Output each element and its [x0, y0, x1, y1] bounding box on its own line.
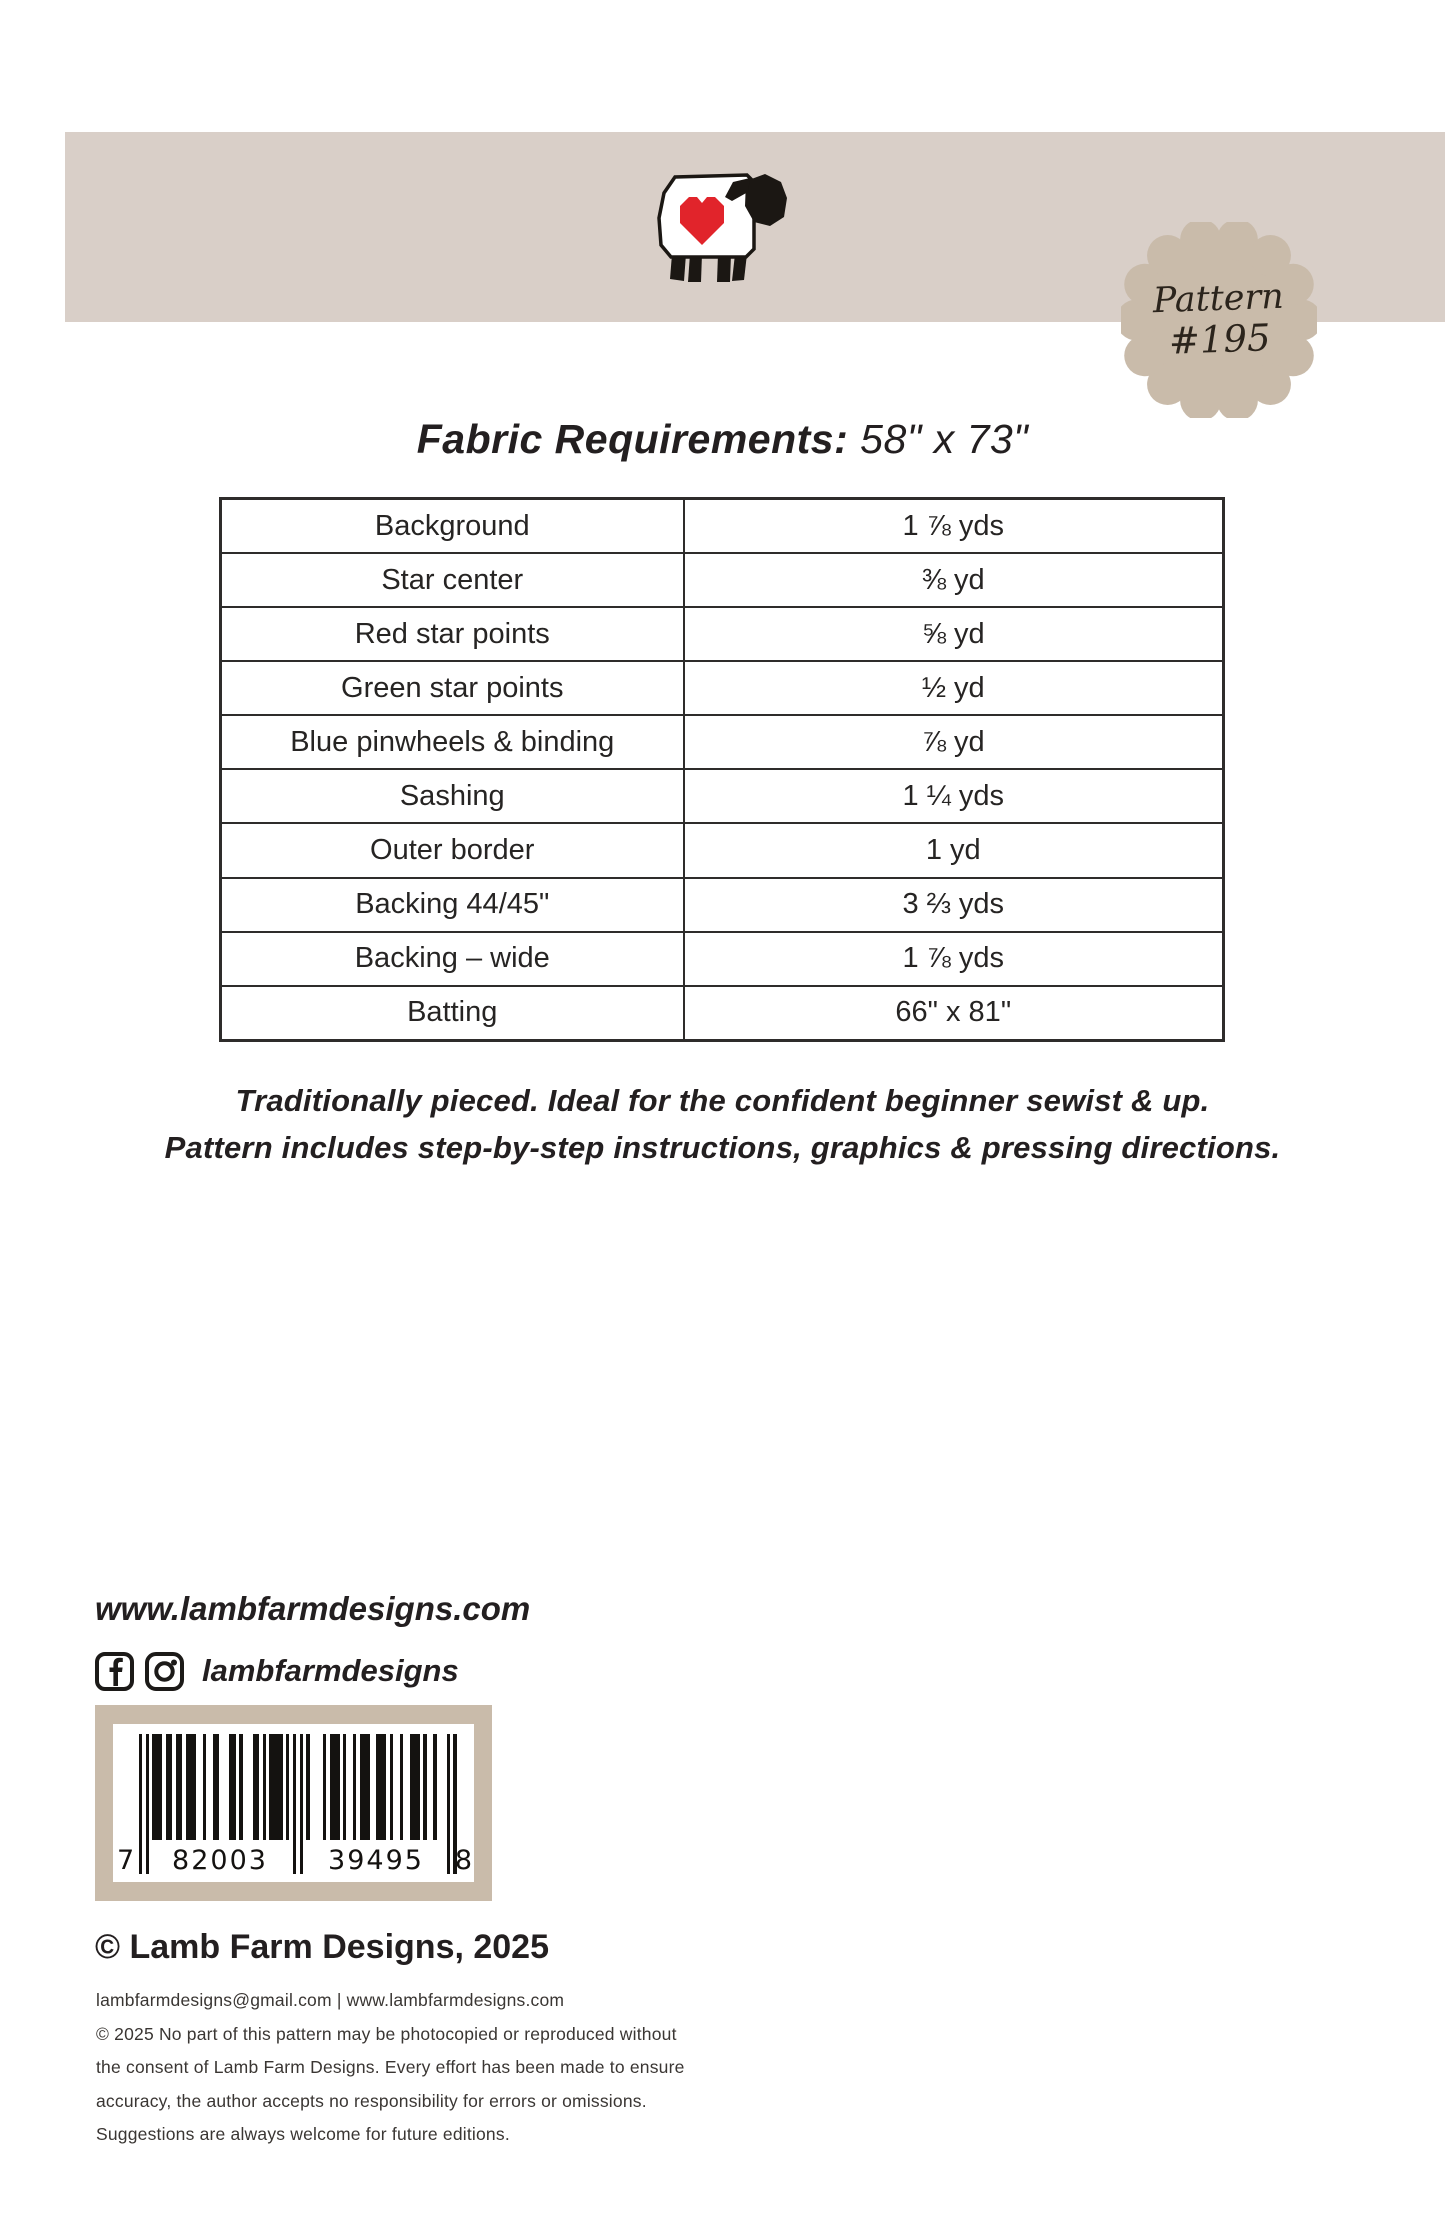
fabric-amount-cell: ⅞ yd — [684, 715, 1224, 769]
fabric-name-cell: Blue pinwheels & binding — [221, 715, 684, 769]
fabric-name-cell: Background — [221, 499, 684, 554]
badge-pattern-word: Pattern — [1152, 276, 1285, 321]
quilt-size: 58" x 73" — [860, 416, 1029, 462]
pattern-number-badge — [1121, 222, 1317, 418]
barcode-inner — [113, 1724, 474, 1882]
page-title — [0, 416, 1445, 463]
fine-print-line: the consent of Lamb Farm Designs. Every effort has been made to ensure — [96, 2057, 685, 2077]
fabric-name-cell: Green star points — [221, 661, 684, 715]
social-row — [94, 1650, 459, 1692]
fabric-amount-cell: 1 ¼ yds — [684, 769, 1224, 823]
barcode-left-digit: 7 — [117, 1845, 135, 1876]
fabric-amount-cell: 66" x 81" — [684, 986, 1224, 1041]
table-row — [221, 661, 1224, 715]
fine-print-line: accuracy, the author accepts no responsibility for errors or omissions. — [96, 2090, 647, 2111]
fabric-amount-cell: ⅜ yd — [684, 553, 1224, 607]
barcode-group-1: 82003 — [172, 1845, 268, 1876]
fabric-name-cell: Star center — [221, 553, 684, 607]
website-url: www.lambfarmdesigns.com — [95, 1590, 531, 1627]
fine-print-line: © 2025 No part of this pattern may be photocopied or reproduced without — [96, 2023, 677, 2044]
table-row — [221, 986, 1224, 1041]
table-row — [221, 553, 1224, 607]
fabric-amount-cell: ⅝ yd — [684, 607, 1224, 661]
barcode-right-digit: 8 — [454, 1845, 472, 1876]
fabric-name-cell: Red star points — [221, 607, 684, 661]
fabric-name-cell: Backing – wide — [221, 932, 684, 986]
fine-print-line: Suggestions are always welcome for future editions. — [96, 2124, 510, 2144]
sheep-icon — [650, 166, 790, 284]
table-row — [221, 932, 1224, 986]
table-row — [221, 878, 1224, 932]
social-handle: lambfarmdesigns — [202, 1653, 459, 1688]
fine-print-line: lambfarmdesigns@gmail.com | www.lambfarmdesigns.com — [96, 1990, 565, 2010]
description-line-2: Pattern includes step-by-step instructions, graphics & pressing directions. — [164, 1130, 1281, 1165]
badge-pattern-number: #195 — [1168, 316, 1272, 363]
fabric-name-cell: Sashing — [221, 769, 684, 823]
fabric-name-cell: Outer border — [221, 823, 684, 877]
fine-print — [96, 1984, 796, 2152]
fabric-name-cell: Backing 44/45" — [221, 878, 684, 932]
instagram-icon — [144, 1651, 185, 1692]
facebook-icon — [94, 1651, 135, 1692]
pattern-description — [0, 1077, 1445, 1171]
fabric-amount-cell: 1 ⅞ yds — [684, 499, 1224, 554]
fabric-amount-cell: ½ yd — [684, 661, 1224, 715]
fabric-amount-cell: 3 ⅔ yds — [684, 878, 1224, 932]
title-label: Fabric Requirements: — [416, 416, 849, 462]
table-row — [221, 823, 1224, 877]
table-row — [221, 715, 1224, 769]
description-line-1: Traditionally pieced. Ideal for the confident beginner sewist & up. — [235, 1083, 1210, 1118]
sheep-logo — [650, 166, 790, 289]
table-row — [221, 499, 1224, 554]
barcode — [95, 1705, 492, 1901]
fabric-amount-cell: 1 yd — [684, 823, 1224, 877]
barcode-group-2: 39495 — [328, 1845, 424, 1876]
fabric-amount-cell: 1 ⅞ yds — [684, 932, 1224, 986]
fabric-name-cell: Batting — [221, 986, 684, 1041]
copyright-line: © Lamb Farm Designs, 2025 — [95, 1928, 550, 1966]
table-row — [221, 607, 1224, 661]
fabric-requirements-table — [219, 497, 1225, 1042]
table-row — [221, 769, 1224, 823]
